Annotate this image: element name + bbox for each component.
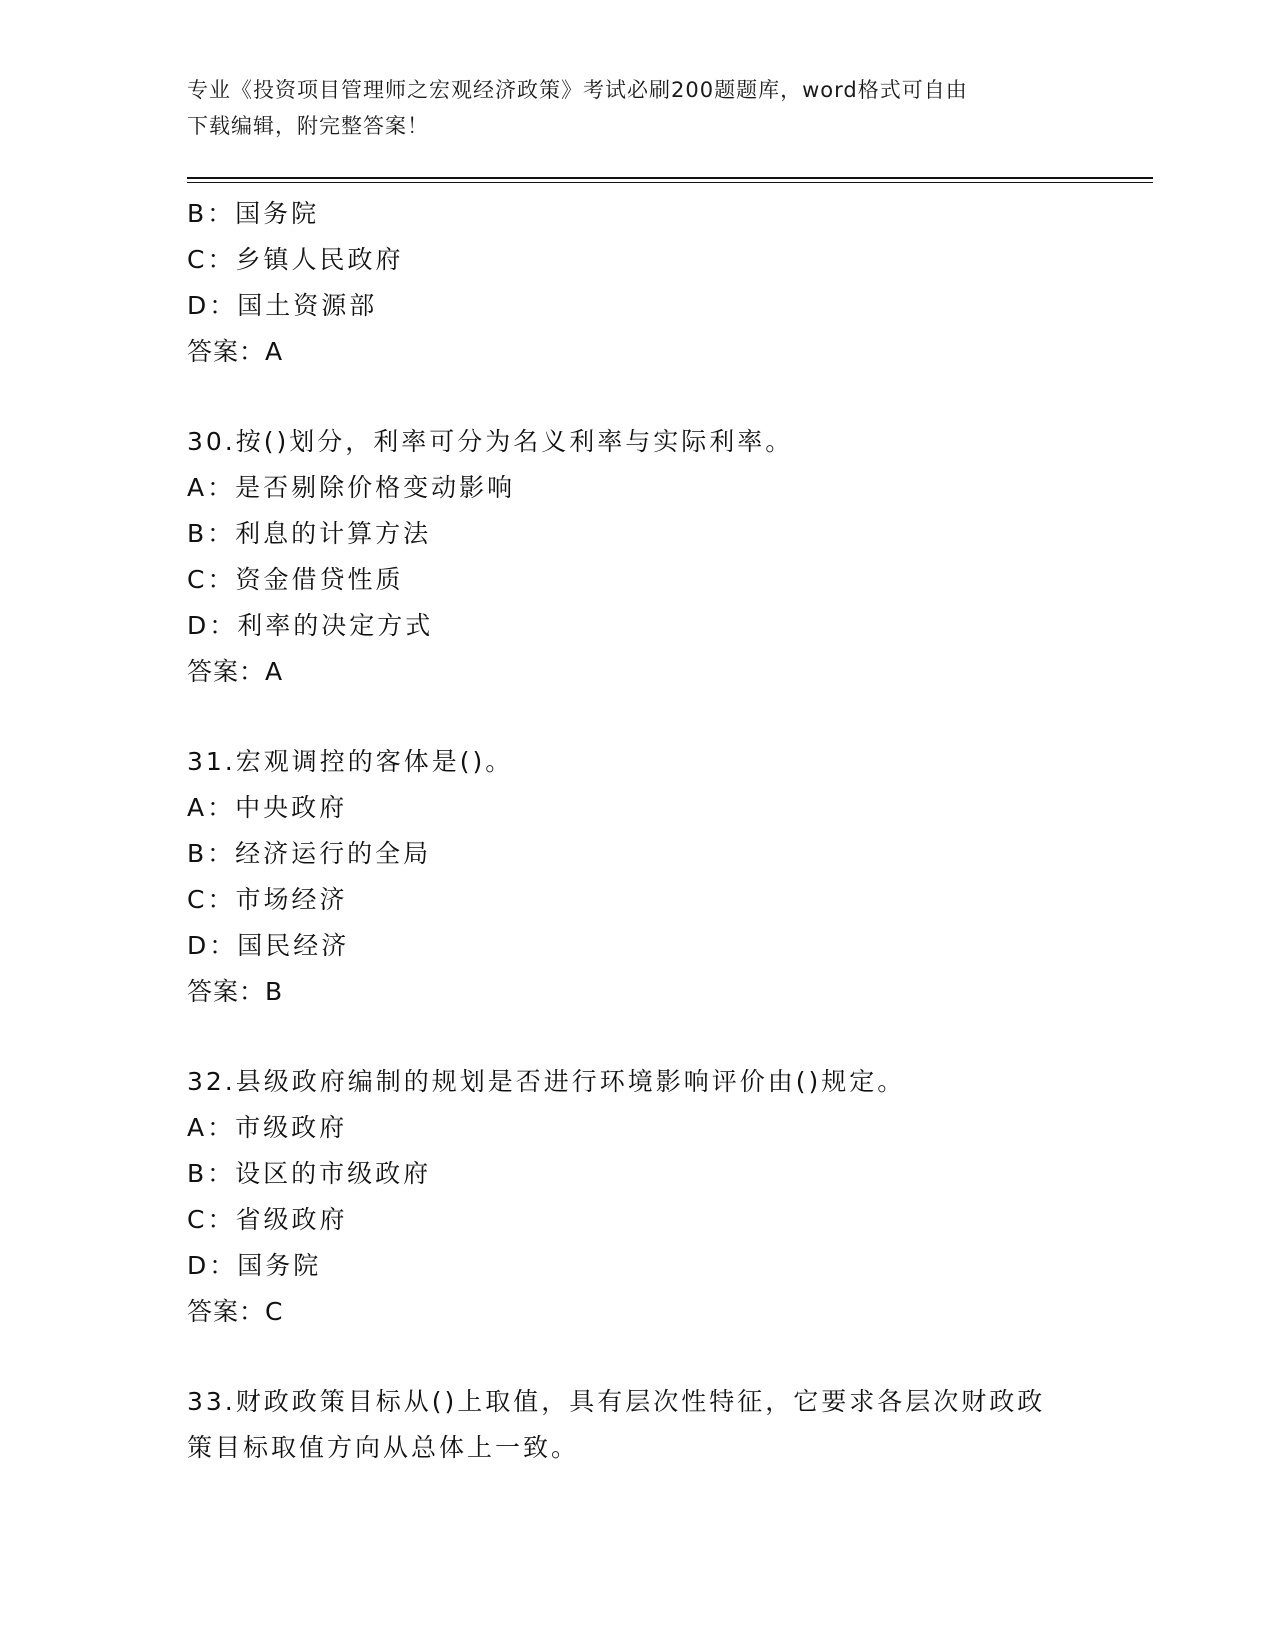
question-31 — [187, 739, 1153, 1015]
option-c: C：市场经济 — [187, 885, 348, 914]
question-stem: 30.按()划分，利率可分为名义利率与实际利率。 — [187, 427, 794, 456]
option-d: D：利率的决定方式 — [187, 611, 434, 640]
question-stem-line-2: 策目标取值方向从总体上一致。 — [187, 1433, 580, 1462]
answer-line: 答案：A — [187, 337, 284, 366]
header-line-1: 专业《投资项目管理师之宏观经济政策》考试必刷200题题库，word格式可自由 — [187, 78, 968, 102]
question-stem: 31.宏观调控的客体是()。 — [187, 747, 514, 776]
option-a: A：市级政府 — [187, 1113, 348, 1142]
header-rule-thick — [187, 177, 1153, 179]
answer-line: 答案：C — [187, 1297, 284, 1326]
option-b: B：利息的计算方法 — [187, 519, 432, 548]
option-c: C：省级政府 — [187, 1205, 348, 1234]
option-d: D：国土资源部 — [187, 291, 378, 320]
question-list — [187, 191, 1153, 1471]
question-stem-line-1: 33.财政政策目标从()上取值，具有层次性特征，它要求各层次财政政 — [187, 1387, 1046, 1416]
option-a: A：中央政府 — [187, 793, 348, 822]
question-32 — [187, 1059, 1153, 1335]
option-b: B：设区的市级政府 — [187, 1159, 432, 1188]
option-a: A：是否剔除价格变动影响 — [187, 473, 516, 502]
question-30 — [187, 419, 1153, 695]
option-c: C：乡镇人民政府 — [187, 245, 404, 274]
answer-line: 答案：B — [187, 977, 284, 1006]
option-b: B：经济运行的全局 — [187, 839, 432, 868]
option-d: D：国务院 — [187, 1251, 322, 1280]
question-33 — [187, 1379, 1153, 1471]
option-c: C：资金借贷性质 — [187, 565, 404, 594]
option-d: D：国民经济 — [187, 931, 350, 960]
header-line-2: 下载编辑，附完整答案！ — [187, 114, 429, 138]
question-continuation — [187, 191, 1153, 375]
header-rule-thin — [187, 182, 1153, 183]
question-stem: 32.县级政府编制的规划是否进行环境影响评价由()规定。 — [187, 1067, 906, 1096]
answer-line: 答案：A — [187, 657, 284, 686]
option-b: B：国务院 — [187, 199, 320, 228]
document-header — [187, 72, 1087, 144]
